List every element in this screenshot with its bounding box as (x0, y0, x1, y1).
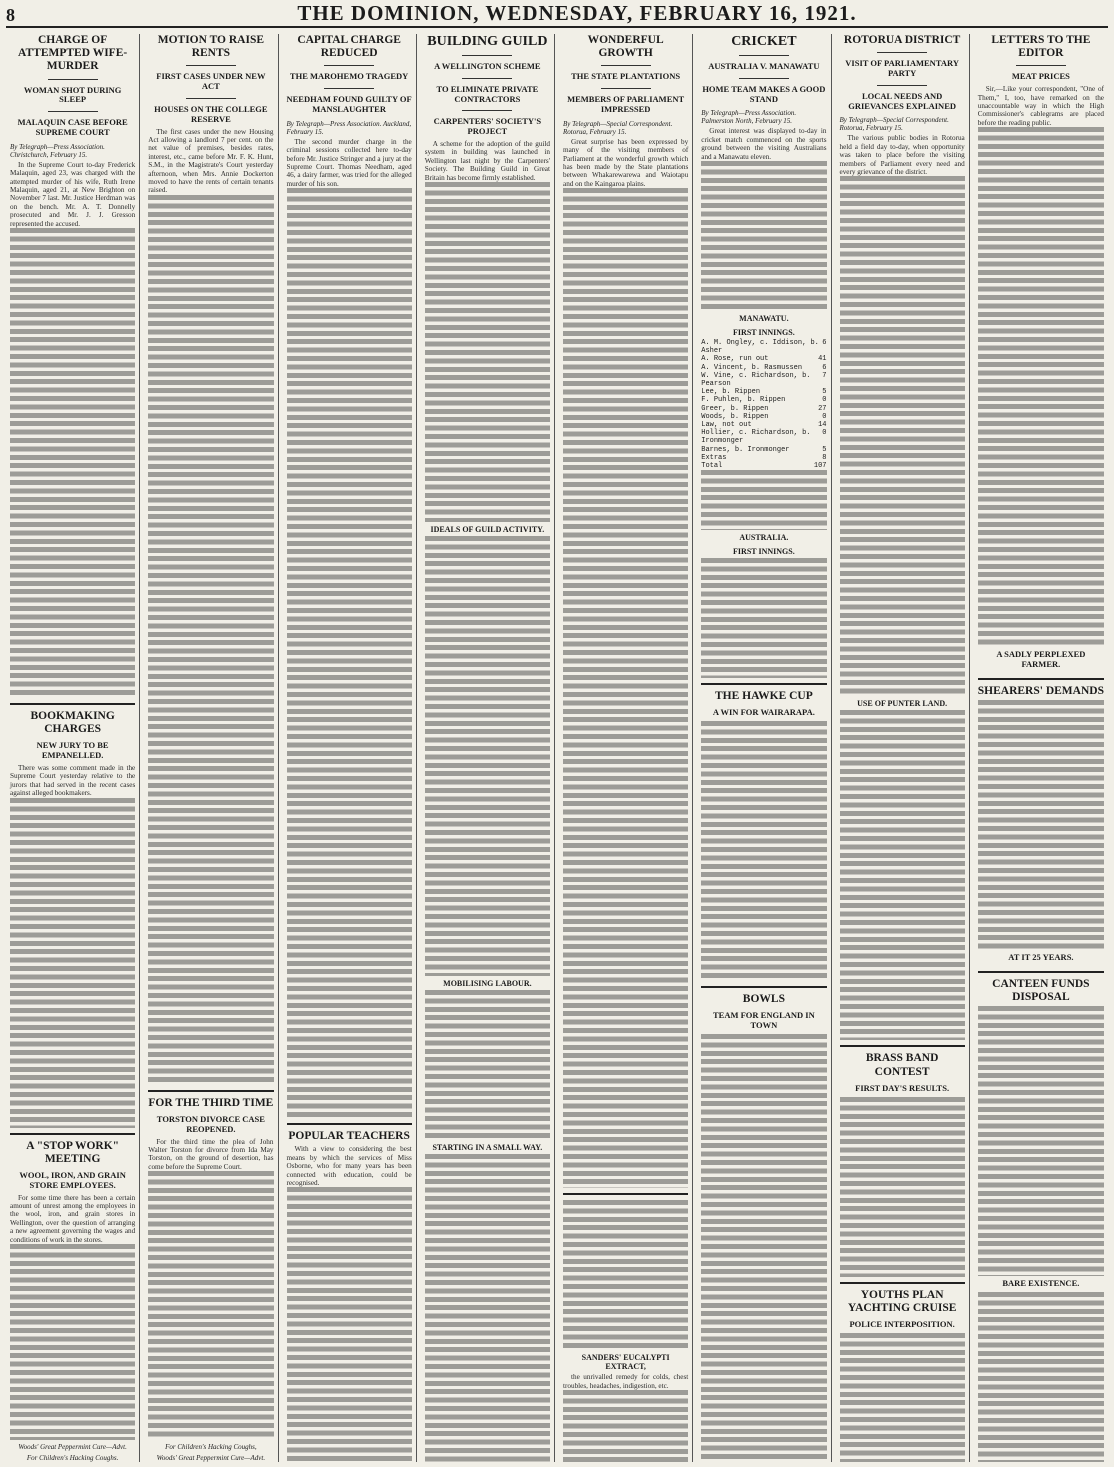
subheading: STARTING IN A SMALL WAY. (432, 1142, 543, 1152)
page-number: 8 (6, 5, 15, 25)
batsman-runs: 6 (822, 363, 827, 372)
article-lead: For the third time the plea of John Walter Torston for divorce from Ida May Torston, on the ground of desertion, has come before the Supreme Court. (148, 1137, 274, 1171)
article-lead: The second murder charge in the criminal sessions collected here to-day before Mr. Justice Stringer and a jury at the Supreme Court. Thomas Needham, aged 46, a dairy farmer, was tried for the alleged murder of his son. (286, 137, 412, 188)
advertisement-text: the unrivalled remedy for colds, chest troubles, headaches, indigestion, etc. (563, 1373, 689, 1390)
article-body-text (563, 1390, 688, 1462)
article-body-text (840, 176, 965, 696)
scorecard-total: Total 107 (701, 462, 827, 471)
batsman-name: W. Vine, c. Richardson, b. Pearson (701, 371, 811, 389)
column-4 (421, 34, 555, 1462)
headline-building-guild: BUILDING GUILD (427, 34, 548, 49)
deck-parliamentary-party: VISIT OF PARLIAMENTARY PARTY (845, 58, 959, 78)
letter-body-text (978, 127, 1104, 647)
batsman-runs: 0 (822, 396, 827, 405)
batsman-name: F. Puhlen, b. Rippen (701, 396, 786, 405)
deck-meat-prices: MEAT PRICES (1011, 71, 1070, 82)
scorecard-row (701, 405, 826, 413)
byline: By Telegraph—Press Association. Christchurch, February 15. (10, 142, 105, 159)
subheading: IDEALS OF GUILD ACTIVITY. (430, 524, 545, 534)
subheading: USE OF PUNTER LAND. (857, 699, 948, 709)
letter-body-text (978, 1292, 1104, 1462)
batsman-runs: 14 (818, 421, 827, 430)
masthead (6, 1, 1108, 28)
letter-body-text (978, 700, 1104, 950)
deck-eliminate-contractors: TO ELIMINATE PRIVATE CONTRACTORS (436, 83, 539, 104)
article-body-text (840, 710, 965, 1040)
batsman-runs: 41 (818, 355, 827, 364)
article-body-text (701, 161, 826, 311)
headline-letters: LETTERS TO THE EDITOR (991, 34, 1091, 60)
article-body-text (701, 470, 826, 530)
headline-popular-teachers: POPULAR TEACHERS (288, 1130, 410, 1143)
headline-wife-murder: CHARGE OF ATTEMPTED WIFE-MURDER (18, 34, 128, 73)
batsman-name: Hollier, c. Richardson, b. Ironmonger (701, 429, 811, 446)
headline-shearers: SHEARERS' DEMANDS (977, 684, 1104, 697)
column-1 (6, 34, 140, 1462)
article-body-text (10, 1244, 135, 1440)
subheading: MOBILISING LABOUR. (443, 978, 532, 988)
headline-bookmaking: BOOKMAKING CHARGES (30, 709, 115, 736)
article-lead: In the Supreme Court to-day Frederick Malaquin, aged 23, was charged with the attempted murder of his wife, Ruth Irene Malaquin, aged 21, at New Brighton on November 7 last. Mr. Justice Herdman was on the bench. Mr. A. T. Donnelly prosecuted and Mr. J. J. Gresson represented the accused. (10, 160, 136, 228)
byline: By Telegraph—Special Correspondent. Rotorua, February 15. (563, 119, 673, 136)
article-body-text (425, 182, 550, 522)
deck-woman-shot: WOMAN SHOT DURING SLEEP (23, 84, 122, 105)
batsman-name: A. Rose, run out (701, 355, 769, 364)
column-6 (697, 34, 831, 1462)
deck-first-cases: FIRST CASES UNDER NEW ACT (156, 71, 266, 92)
article-body-text (287, 188, 412, 1118)
innings-heading: MANAWATU. (739, 314, 789, 324)
deck-wairarapa: A WIN FOR WAIRARAPA. (712, 707, 815, 718)
batsman-name: Extras (701, 453, 727, 462)
column-2 (144, 34, 278, 1462)
article-lead: The various public bodies in Rotorua held a field day to-day, when opportunity was taken to place before the visiting members of Parliament every need and every grievance of the district. (839, 134, 965, 176)
letter-signature: A SADLY PERPLEXED FARMER. (996, 649, 1086, 669)
deck-members-impressed: MEMBERS OF PARLIAMENT IMPRESSED (567, 94, 685, 114)
scorecard-row (701, 446, 826, 454)
deck-wool-iron: WOOL, IRON, AND GRAIN STORE EMPLOYEES. (19, 1170, 126, 1190)
article-body-text (10, 228, 135, 698)
advertisement: For Children's Hacking Coughs. (26, 1454, 119, 1462)
headline-cricket: CRICKET (731, 34, 797, 49)
article-body-text (840, 1097, 965, 1277)
advertisement: Woods' Great Peppermint Cure—Advt. (18, 1443, 127, 1451)
letter-body-text (978, 1006, 1104, 1276)
headline-raise-rents: MOTION TO RAISE RENTS (157, 34, 265, 60)
article-body-text (287, 1187, 412, 1462)
innings-heading: AUSTRALIA. (739, 533, 789, 543)
scorecard-row (701, 339, 826, 355)
headline-third-time: FOR THE THIRD TIME (148, 1096, 274, 1109)
batsman-runs: 27 (818, 404, 827, 413)
headline-canteen-funds: CANTEEN FUNDS DISPOSAL (992, 977, 1090, 1003)
headline-capital-charge: CAPITAL CHARGE REDUCED (297, 34, 401, 60)
headline-brass-band: BRASS BAND CONTEST (865, 1052, 939, 1078)
batsman-runs: 6 (822, 339, 827, 348)
batsman-name: Law, not out (701, 421, 752, 430)
batsman-runs: 0 (822, 429, 827, 438)
deck-college-reserve: HOUSES ON THE COLLEGE RESERVE (154, 103, 268, 124)
column-8 (974, 34, 1108, 1462)
column-7 (836, 34, 970, 1462)
batsman-runs: 8 (822, 453, 827, 462)
deck-first-day: FIRST DAY'S RESULTS. (855, 1082, 950, 1093)
newspaper-columns (6, 34, 1108, 1462)
innings-subheading: FIRST INNINGS. (733, 547, 795, 557)
headline-bowls: BOWLS (742, 993, 785, 1006)
scorecard-row (701, 372, 826, 388)
byline: By Telegraph—Special Correspondent. Rotorua, February 15. (839, 116, 949, 133)
scorecard-row (701, 413, 826, 421)
batsman-name: Woods, b. Rippen (701, 412, 769, 421)
deck-australia-manawatu: AUSTRALIA V. MANAWATU (708, 61, 820, 72)
deck-needham: NEEDHAM FOUND GUILTY OF MANSLAUGHTER (286, 94, 412, 114)
article-body-text (563, 1200, 688, 1350)
advertisement: Woods' Great Peppermint Cure—Advt. (156, 1454, 266, 1462)
letter-signature: AT IT 25 YEARS. (1008, 951, 1074, 962)
article-lead: There was some comment made in the Supreme Court yesterday relative to the jurors that had served in the recent cases against alleged bookmakers. (10, 763, 136, 798)
article-body-text (148, 195, 273, 1085)
headline-yachting: YOUTHS PLAN YACHTING CRUISE (847, 1288, 957, 1314)
scorecard-row (701, 396, 826, 404)
scorecard (701, 339, 826, 462)
deck-wellington-scheme: A WELLINGTON SCHEME (434, 61, 541, 72)
headline-hawke-cup: THE HAWKE CUP (714, 690, 813, 703)
byline: By Telegraph—Press Association. Palmerston North, February 15. (701, 109, 797, 126)
article-lead: A scheme for the adoption of the guild system in building was launched in Wellington last night by the Carpenters' Society. The Building Guild in Great Britain has become firmly established. (424, 139, 550, 182)
article-body-text (701, 1034, 826, 1462)
article-body-text (425, 990, 550, 1140)
scorecard-text (701, 558, 826, 678)
article-body-text (563, 188, 688, 1188)
deck-team-england: TEAM FOR ENGLAND IN TOWN (712, 1010, 815, 1031)
headline-wonderful-growth: WONDERFUL GROWTH (587, 34, 664, 60)
byline: By Telegraph—Press Association. Auckland, February 15. (286, 119, 412, 136)
batsman-name: Greer, b. Rippen (701, 404, 769, 413)
article-lead: Great interest was displayed to-day in cricket match commenced on the sports ground between the visiting Australians and a Manawatu eleven. (701, 127, 827, 161)
headline-rotorua: ROTORUA DISTRICT (843, 34, 961, 46)
deck-malaquin-case: MALAQUIN CASE BEFORE SUPREME COURT (17, 117, 128, 137)
scorecard-row (701, 355, 826, 363)
batsman-name: Lee, b. Rippen (701, 388, 761, 397)
article-lead: With a view to considering the best means by which the services of Miss Osborne, who for many years has been connected with education, could be recognised. (286, 1145, 412, 1188)
article-lead: The first cases under the new Housing Act allowing a landlord 7 per cent. on the net value of premises, besides rates, interest, etc., came before Mr. F. K. Hunt, S.M., in the Magistrate's Court yesterday afternoon, when Mrs. Annie Dockerton moved to have the rents of certain tenants raised. (148, 127, 274, 195)
headline-stop-work: A "STOP WORK" MEETING (26, 1139, 120, 1165)
deck-new-jury: NEW JURY TO BE EMPANELLED. (36, 740, 109, 761)
article-body-text (425, 1154, 550, 1462)
scorecard-row (701, 429, 826, 445)
article-body-text (425, 536, 550, 976)
article-lead: For some time there has been a certain amount of unrest among the employees in the wool, iron, and grain stores in Wellington, over the question of arranging a new agreement governing the wages and conditions of work in the stores. (10, 1193, 136, 1244)
column-3 (283, 34, 417, 1462)
article-lead: Great surprise has been expressed by many of the visiting members of Parliament at the wonderful growth which has been made by the State plantations between Whakarewarewa and Waiotapu and on the Kaingaroa plains. (563, 137, 689, 188)
batsman-name: A. M. Ongley, c. Iddison, b. Asher (701, 339, 819, 356)
deck-home-team: HOME TEAM MAKES A GOOD STAND (702, 83, 826, 104)
scorecard-row (701, 388, 826, 396)
scorecard-row (701, 454, 826, 462)
deck-state-plantations: THE STATE PLANTATIONS (571, 71, 681, 82)
scorecard-row (701, 421, 826, 429)
batsman-runs: 7 (822, 371, 827, 380)
batsman-name: A. Vincent, b. Rasmussen (701, 363, 803, 372)
article-body-text (840, 1333, 965, 1462)
scorecard-row (701, 364, 826, 372)
article-body-text (10, 798, 135, 1128)
deck-torston-divorce: TORSTON DIVORCE CASE REOPENED. (156, 1113, 265, 1134)
deck-carpenters: CARPENTERS' SOCIETY'S PROJECT (433, 116, 542, 137)
article-body-text (701, 721, 826, 981)
advertisement-heading: SANDERS' EUCALYPTI EXTRACT, (581, 1353, 670, 1372)
deck-marohemo: THE MAROHEMO TRAGEDY (289, 71, 409, 82)
deck-police: POLICE INTERPOSITION. (849, 1318, 955, 1329)
batsman-runs: 5 (822, 388, 827, 397)
column-5 (559, 34, 693, 1462)
letter-signature: BARE EXISTENCE. (1002, 1278, 1080, 1289)
advertisement: For Children's Hacking Coughs, (165, 1443, 257, 1451)
article-body-text (148, 1171, 273, 1440)
letter-lead: Sir,—Like your correspondent, "One of Them," I, too, have remarked on the unaccountable way in which the High Commissioner's cablegrams are placed before the reading public. (977, 85, 1104, 127)
batsman-runs: 0 (822, 412, 827, 421)
batsman-name: Barnes, b. Ironmonger (701, 445, 790, 454)
innings-subheading: FIRST INNINGS. (733, 328, 795, 338)
deck-local-needs: LOCAL NEEDS AND GRIEVANCES EXPLAINED (848, 90, 957, 111)
batsman-runs: 5 (822, 445, 827, 454)
newspaper-masthead-title: THE DOMINION, WEDNESDAY, FEBRUARY 16, 1921. (297, 1, 857, 25)
